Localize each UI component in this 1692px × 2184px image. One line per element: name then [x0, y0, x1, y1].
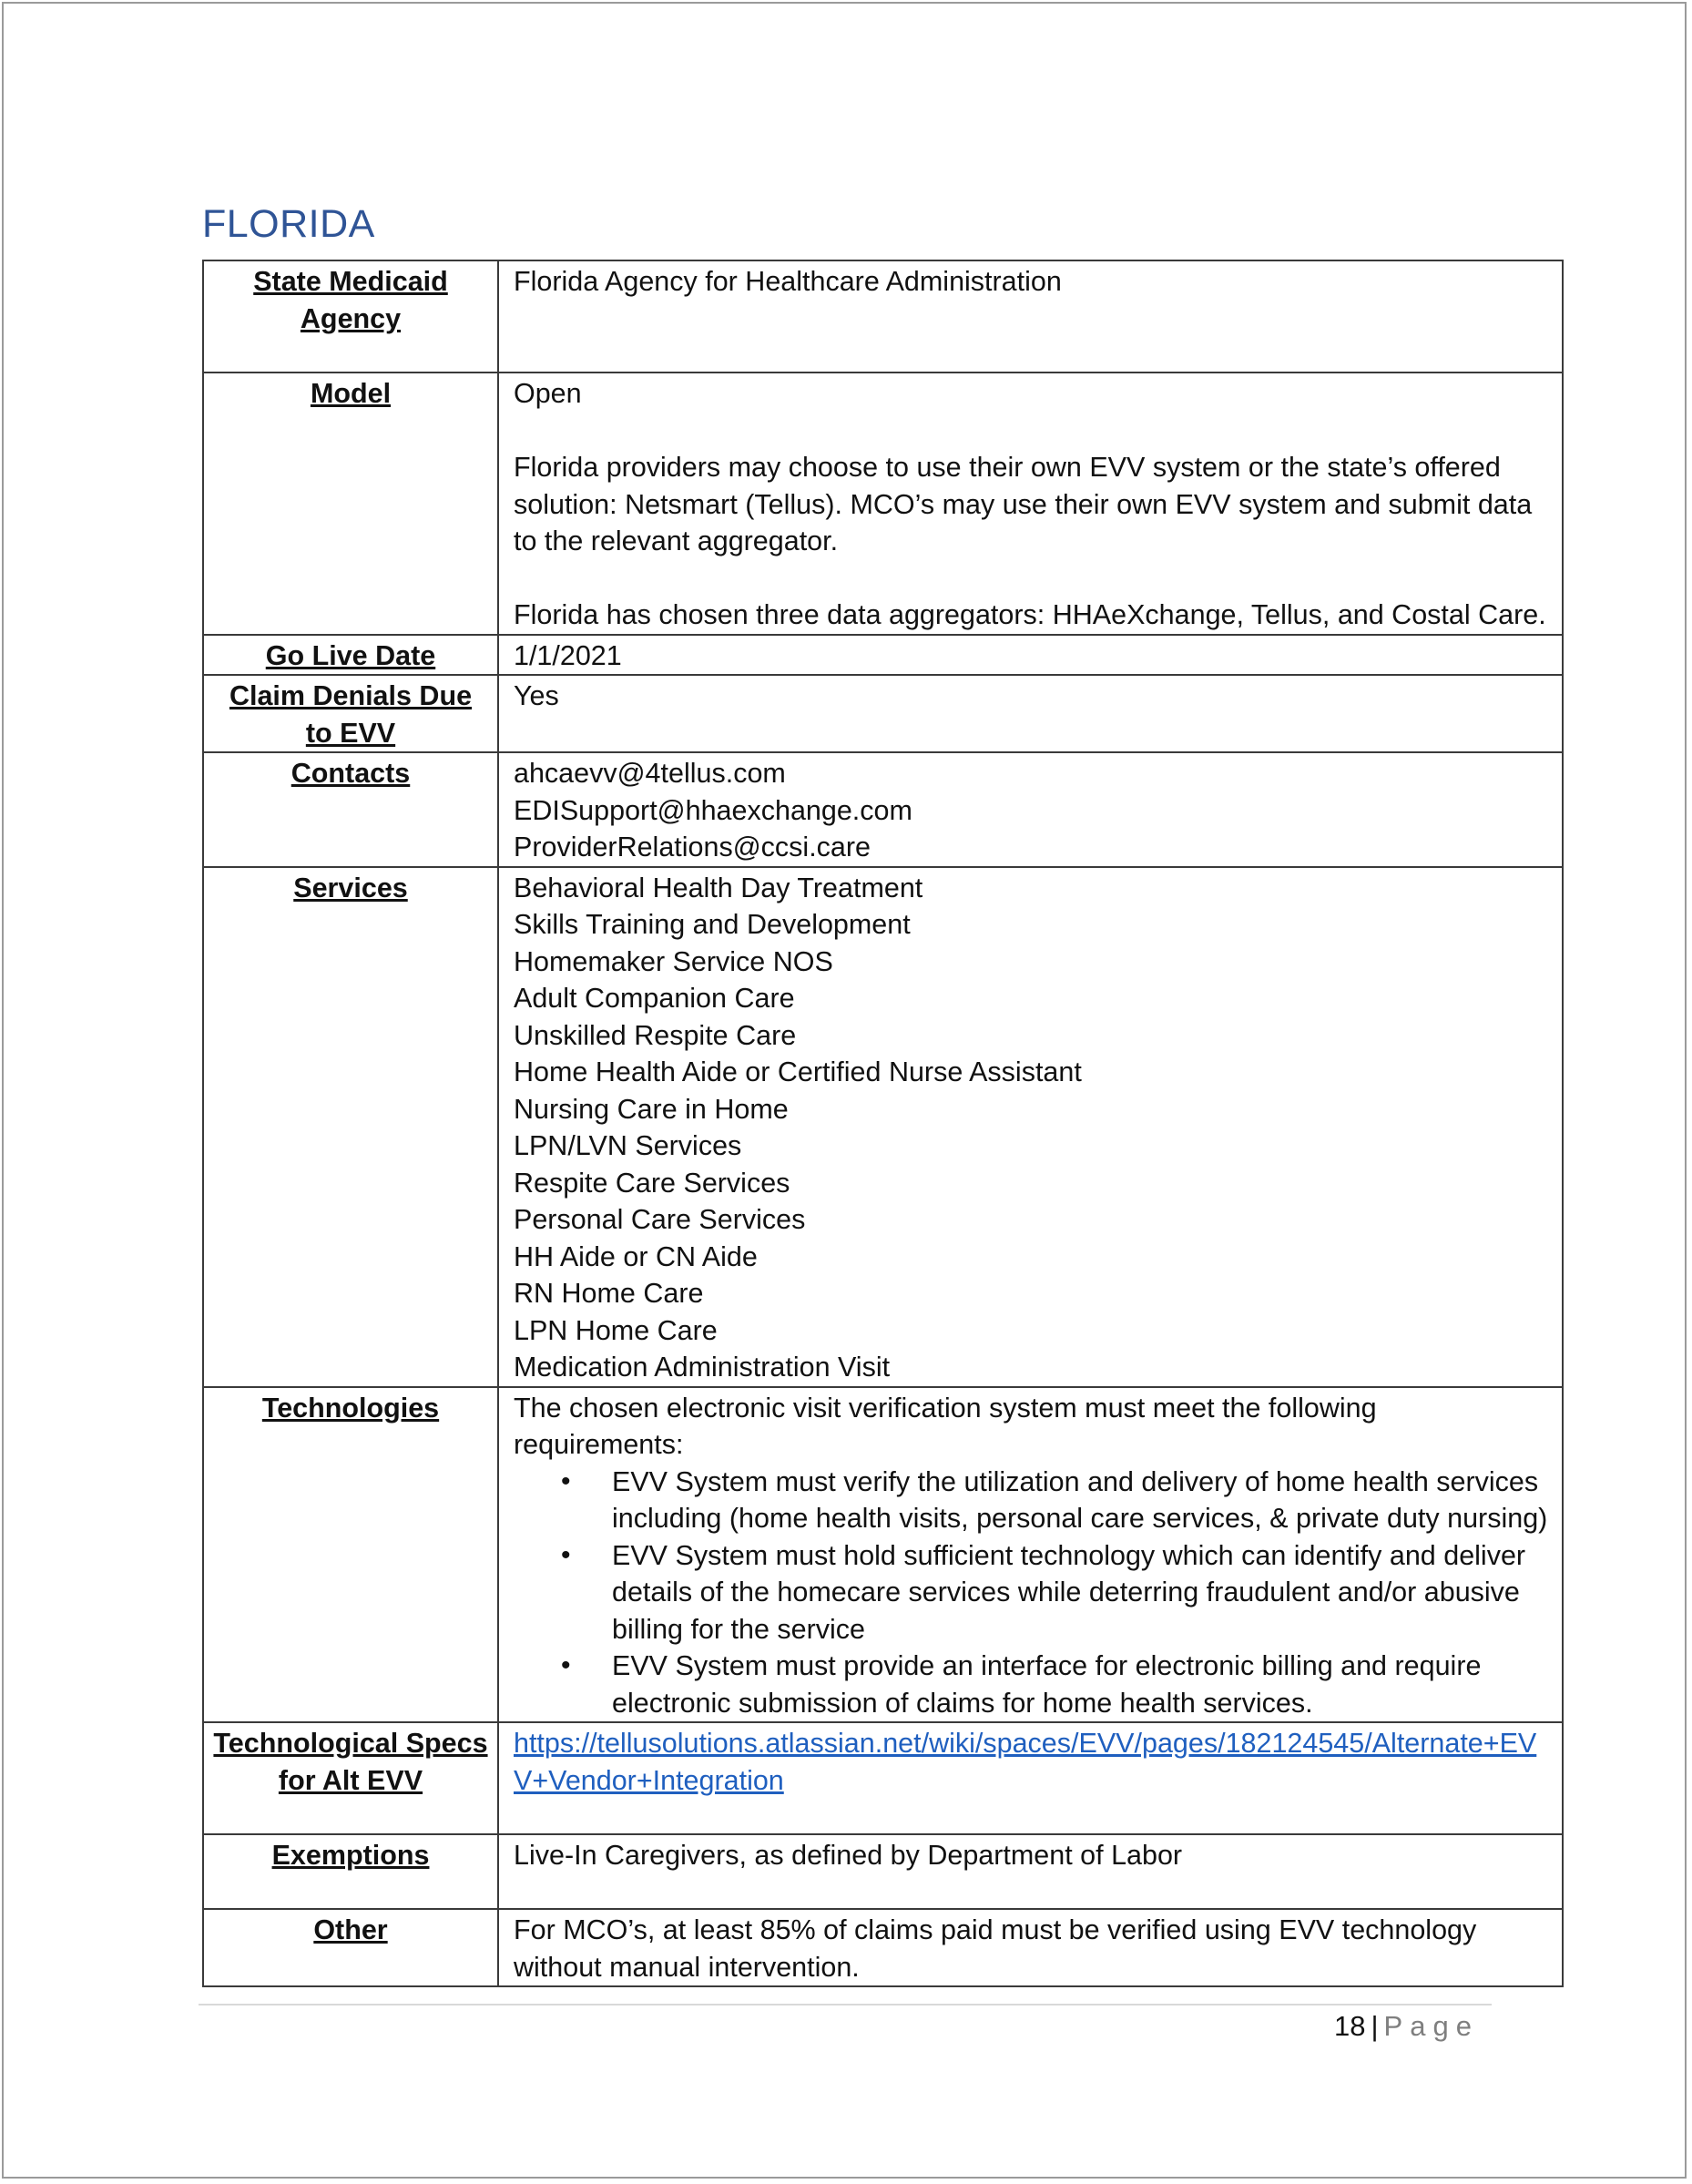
requirement-item: • EVV System must provide an interface for electronic billing and require electronic submission of claims for home health services.	[514, 1648, 1549, 1721]
service-item: Adult Companion Care	[514, 983, 795, 1014]
row-model	[203, 373, 1563, 635]
value-claim-denials: Yes	[498, 675, 1563, 752]
tech-specs-link[interactable]: https://tellusolutions.atlassian.net/wiki/spaces/EVV/pages/182124545/Alternate+EVV+Vendor+Integration	[514, 1728, 1537, 1796]
label-tech-specs: Technological Specs for Alt EVV	[203, 1722, 498, 1834]
footer-divider	[199, 2004, 1492, 2005]
evv-info-table	[202, 260, 1564, 1987]
service-item: Behavioral Health Day Treatment	[514, 872, 923, 903]
value-model	[498, 373, 1563, 635]
service-item: LPN/LVN Services	[514, 1130, 742, 1161]
value-state-medicaid-agency: Florida Agency for Healthcare Administration	[498, 260, 1563, 373]
row-other	[203, 1909, 1563, 1986]
page-word: Page	[1383, 2010, 1479, 2042]
model-aggregators: Florida has chosen three data aggregators: HHAeXchange, Tellus, and Costal Care.	[514, 599, 1546, 630]
contact-email: ahcaevv@4tellus.com	[514, 758, 786, 789]
contact-email: ProviderRelations@ccsi.care	[514, 832, 871, 862]
requirement-item: • EVV System must hold sufficient technology which can identify and deliver details of the homecare services while deterring fraudulent and/or abusive billing for the service	[514, 1537, 1549, 1648]
value-go-live-date: 1/1/2021	[498, 635, 1563, 676]
value-other: For MCO’s, at least 85% of claims paid must be verified using EVV technology without manual intervention.	[498, 1909, 1563, 1986]
page-footer	[1334, 2010, 1479, 2043]
model-type: Open	[514, 378, 582, 409]
model-description: Florida providers may choose to use their own EVV system or the state’s offered solution: Netsmart (Tellus). MCO’s may use their own EVV system and submit data to the relevant aggregator.	[514, 452, 1533, 556]
service-item: Nursing Care in Home	[514, 1093, 789, 1125]
value-contacts	[498, 752, 1563, 867]
service-item: LPN Home Care	[514, 1314, 718, 1346]
row-exemptions	[203, 1834, 1563, 1909]
requirements-list	[514, 1464, 1549, 1722]
value-services	[498, 867, 1563, 1387]
row-services	[203, 867, 1563, 1387]
row-technologies	[203, 1387, 1563, 1723]
requirement-item: • EVV System must verify the utilization and delivery of home health services including (home health visits, personal care services, & private duty nursing)	[514, 1464, 1549, 1537]
label-state-medicaid-agency: State Medicaid Agency	[203, 260, 498, 373]
label-services: Services	[203, 867, 498, 1387]
label-model: Model	[203, 373, 498, 635]
label-claim-denials: Claim Denials Due to EVV	[203, 675, 498, 752]
section-heading: FLORIDA	[202, 202, 375, 246]
service-item: Home Health Aide or Certified Nurse Assistant	[514, 1056, 1082, 1087]
row-claim-denials	[203, 675, 1563, 752]
service-item: RN Home Care	[514, 1278, 704, 1309]
service-item: Respite Care Services	[514, 1167, 790, 1199]
spacer	[514, 560, 1549, 597]
label-other: Other	[203, 1909, 498, 1986]
value-technologies	[498, 1387, 1563, 1723]
row-state-medicaid-agency	[203, 260, 1563, 373]
service-item: HH Aide or CN Aide	[514, 1240, 758, 1272]
technologies-intro: The chosen electronic visit verification system must meet the following requirements:	[514, 1392, 1377, 1460]
service-item: Homemaker Service NOS	[514, 945, 833, 977]
value-exemptions: Live-In Caregivers, as defined by Department of Labor	[498, 1834, 1563, 1909]
page-number: 18	[1334, 2010, 1366, 2042]
service-item: Skills Training and Development	[514, 909, 911, 940]
label-go-live-date: Go Live Date	[203, 635, 498, 676]
label-contacts: Contacts	[203, 752, 498, 867]
value-tech-specs	[498, 1722, 1563, 1834]
row-go-live-date	[203, 635, 1563, 676]
row-contacts	[203, 752, 1563, 867]
label-exemptions: Exemptions	[203, 1834, 498, 1909]
footer-separator: |	[1371, 2010, 1379, 2042]
label-technologies: Technologies	[203, 1387, 498, 1723]
service-item: Unskilled Respite Care	[514, 1019, 797, 1051]
row-tech-specs	[203, 1722, 1563, 1834]
contact-email: EDISupport@hhaexchange.com	[514, 794, 912, 826]
service-item: Personal Care Services	[514, 1204, 806, 1235]
spacer	[514, 413, 1549, 450]
service-item: Medication Administration Visit	[514, 1352, 891, 1383]
